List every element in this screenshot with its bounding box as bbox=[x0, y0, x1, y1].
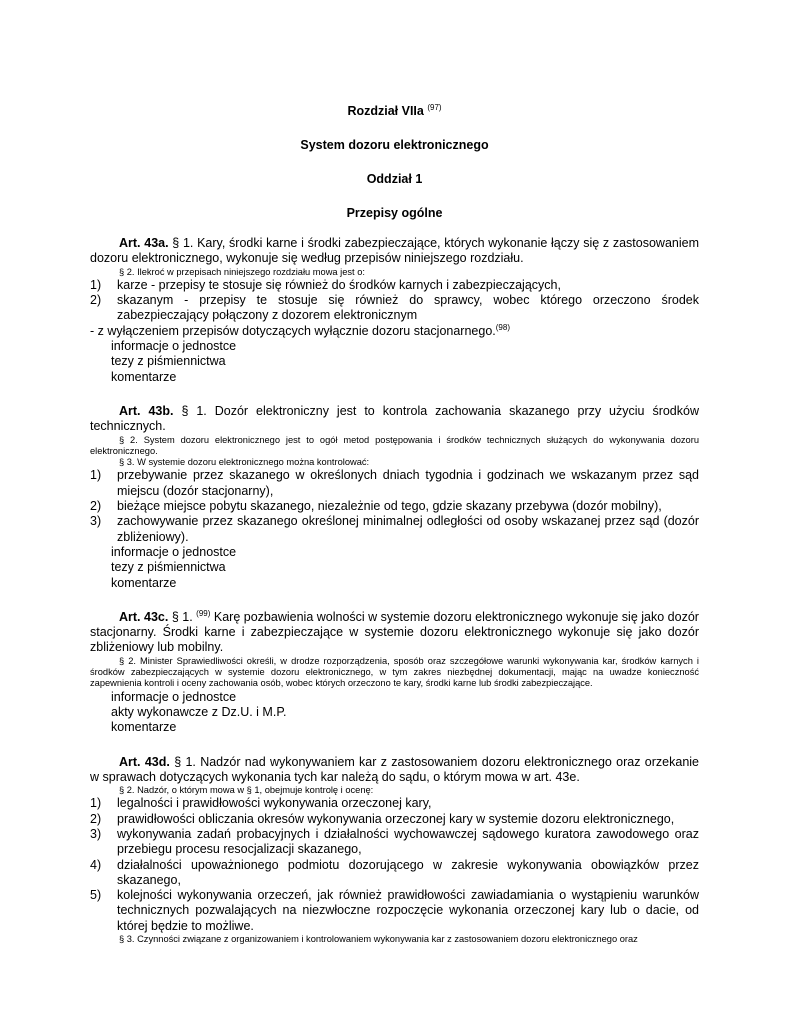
article-label: Art. 43d. bbox=[119, 754, 170, 769]
article-label: Art. 43c. bbox=[119, 609, 169, 624]
article-paragraph: § 2. Ilekroć w przepisach niniejszego rozdziału mowa jest o: bbox=[119, 266, 365, 277]
article-paragraph: Art. 43b. § 1. Dozór elektroniczny jest to kontrola zachowania skazanego przy użyciu środków technicznych. bbox=[90, 403, 699, 434]
article-label: Art. 43b. bbox=[119, 403, 174, 418]
list-item: 3) wykonywania zadań probacyjnych i działalności wychowawczej sądowego kuratora zawodowego oraz przebiegu procesu resocjalizacji skazanego, bbox=[90, 826, 699, 857]
link-commentaries[interactable]: komentarze bbox=[111, 575, 177, 590]
footnote-ref[interactable]: (99) bbox=[196, 608, 211, 618]
article-paragraph: § 3. W systemie dozoru elektronicznego można kontrolować: bbox=[119, 457, 370, 468]
article-paragraph: § 2. Nadzór, o którym mowa w § 1, obejmuje kontrolę i ocenę: bbox=[119, 785, 374, 796]
footnote-ref[interactable]: (97) bbox=[427, 102, 442, 112]
article-label: Art. 43a. bbox=[119, 236, 169, 250]
list-item: 1) legalności i prawidłowości wykonywania orzeczonej kary, bbox=[90, 796, 432, 811]
division-heading: Oddział 1 bbox=[366, 172, 423, 186]
footnote-ref[interactable]: (98) bbox=[495, 322, 510, 332]
article-43a bbox=[90, 236, 699, 385]
article-43b bbox=[90, 404, 699, 591]
link-unit-info[interactable]: informacje o jednostce bbox=[111, 339, 237, 354]
list-item: 2) bieżące miejsce pobytu skazanego, niezależnie od tego, gdzie skazany przebywa (dozór mobilny), bbox=[90, 499, 662, 514]
list-item: 1) karze - przepisy te stosuje się również do środków karnych i zabezpieczających, bbox=[90, 277, 561, 292]
link-literature-theses[interactable]: tezy z piśmiennictwa bbox=[111, 560, 226, 575]
article-closing: - z wyłączeniem przepisów dotyczących wyłącznie dozoru stacjonarnego.$^{(98)}$ bbox=[90, 322, 510, 338]
list-item: 5) kolejności wykonywania orzeczeń, jak również prawidłowości zawiadamiania o wystąpieniu warunków technicznych pozwalających na niezwłoczne rozpoczęcie wykonania orzeczonej kary lub o dacie, od której będzie to możliwe. bbox=[90, 888, 699, 933]
article-43c bbox=[90, 610, 699, 736]
subsection-heading: Przepisy ogólne bbox=[346, 206, 443, 220]
document-page bbox=[90, 100, 699, 945]
section-title: System dozoru elektronicznego bbox=[300, 138, 489, 152]
article-paragraph: Art. 43d. § 1. Nadzór nad wykonywaniem kar z zastosowaniem dozoru elektronicznego oraz orzekanie w sprawach dotyczących wykonania tych kar należą do sądu, o którym mowa w art. 43e. bbox=[90, 754, 699, 784]
list-item: 4) działalności upoważnionego podmiotu dozorującego w zakresie wykonywania obowiązków przez skazanego, bbox=[90, 857, 699, 887]
article-43d bbox=[90, 755, 699, 946]
link-unit-info[interactable]: informacje o jednostce bbox=[111, 689, 237, 704]
link-executive-acts[interactable]: akty wykonawcze z Dz.U. i M.P. bbox=[111, 704, 287, 719]
link-literature-theses[interactable]: tezy z piśmiennictwa bbox=[111, 354, 226, 369]
list-item: 2) skazanym - przepisy te stosuje się również do sprawcy, wobec którego orzeczono środek zabezpieczający połączony z dozorem elektronicznym bbox=[90, 293, 699, 323]
list-item: 3) zachowywanie przez skazanego określonej minimalnej odległości od osoby wskazanej przez sąd (dozór zbliżeniowy). bbox=[90, 514, 699, 544]
article-paragraph: § 2. System dozoru elektronicznego jest to ogół metod postępowania i środków technicznych służących do wykonywania dozoru elektronicznego. bbox=[90, 434, 699, 456]
link-commentaries[interactable]: komentarze bbox=[111, 720, 177, 735]
article-paragraph: § 3. Czynności związane z organizowaniem i kontrolowaniem wykonywania kar z zastosowaniem dozoru elektronicznego oraz bbox=[119, 934, 638, 945]
list-item: 2) prawidłowości obliczania okresów wykonywania orzeczonej kary w systemie dozoru elektronicznego, bbox=[90, 811, 675, 826]
article-paragraph: Art. 43c. § 1. $^{(99)}$ Karę pozbawienia wolności w systemie dozoru elektronicznego wykonuje się jako dozór stacjonarny. Środki karne i zabezpieczające w systemie dozoru elektronicznego wykonuje się jako dozór zbliżeniowy lub mobilny. bbox=[90, 608, 699, 655]
link-unit-info[interactable]: informacje o jednostce bbox=[111, 544, 237, 559]
link-commentaries[interactable]: komentarze bbox=[111, 369, 177, 384]
article-paragraph: Art. 43a. § 1. Kary, środki karne i środki zabezpieczające, których wykonanie łączy się z zastosowaniem dozoru elektronicznego, wykonuje się według przepisów niniejszego rozdziału. bbox=[90, 236, 699, 266]
article-paragraph: § 2. Minister Sprawiedliwości określi, w drodze rozporządzenia, sposób oraz szczegółowe warunki wykonywania kar, środków karnych i środków zabezpieczających w systemie dozoru elektronicznego, w tym zakres niezbędnej dokumentacji, mając na uwadze konieczność zapewnienia kontroli i oceny zachowania osób, wobec których orzeczono te kary, środki karne lub środki zabezpieczające. bbox=[90, 655, 699, 689]
chapter-heading: Rozdział VIIa $^{(97)}$ bbox=[347, 102, 442, 118]
list-item: 1) przebywanie przez skazanego w określonych dniach tygodnia i godzinach we wskazanym przez sąd miejscu (dozór stacjonarny), bbox=[90, 468, 699, 498]
